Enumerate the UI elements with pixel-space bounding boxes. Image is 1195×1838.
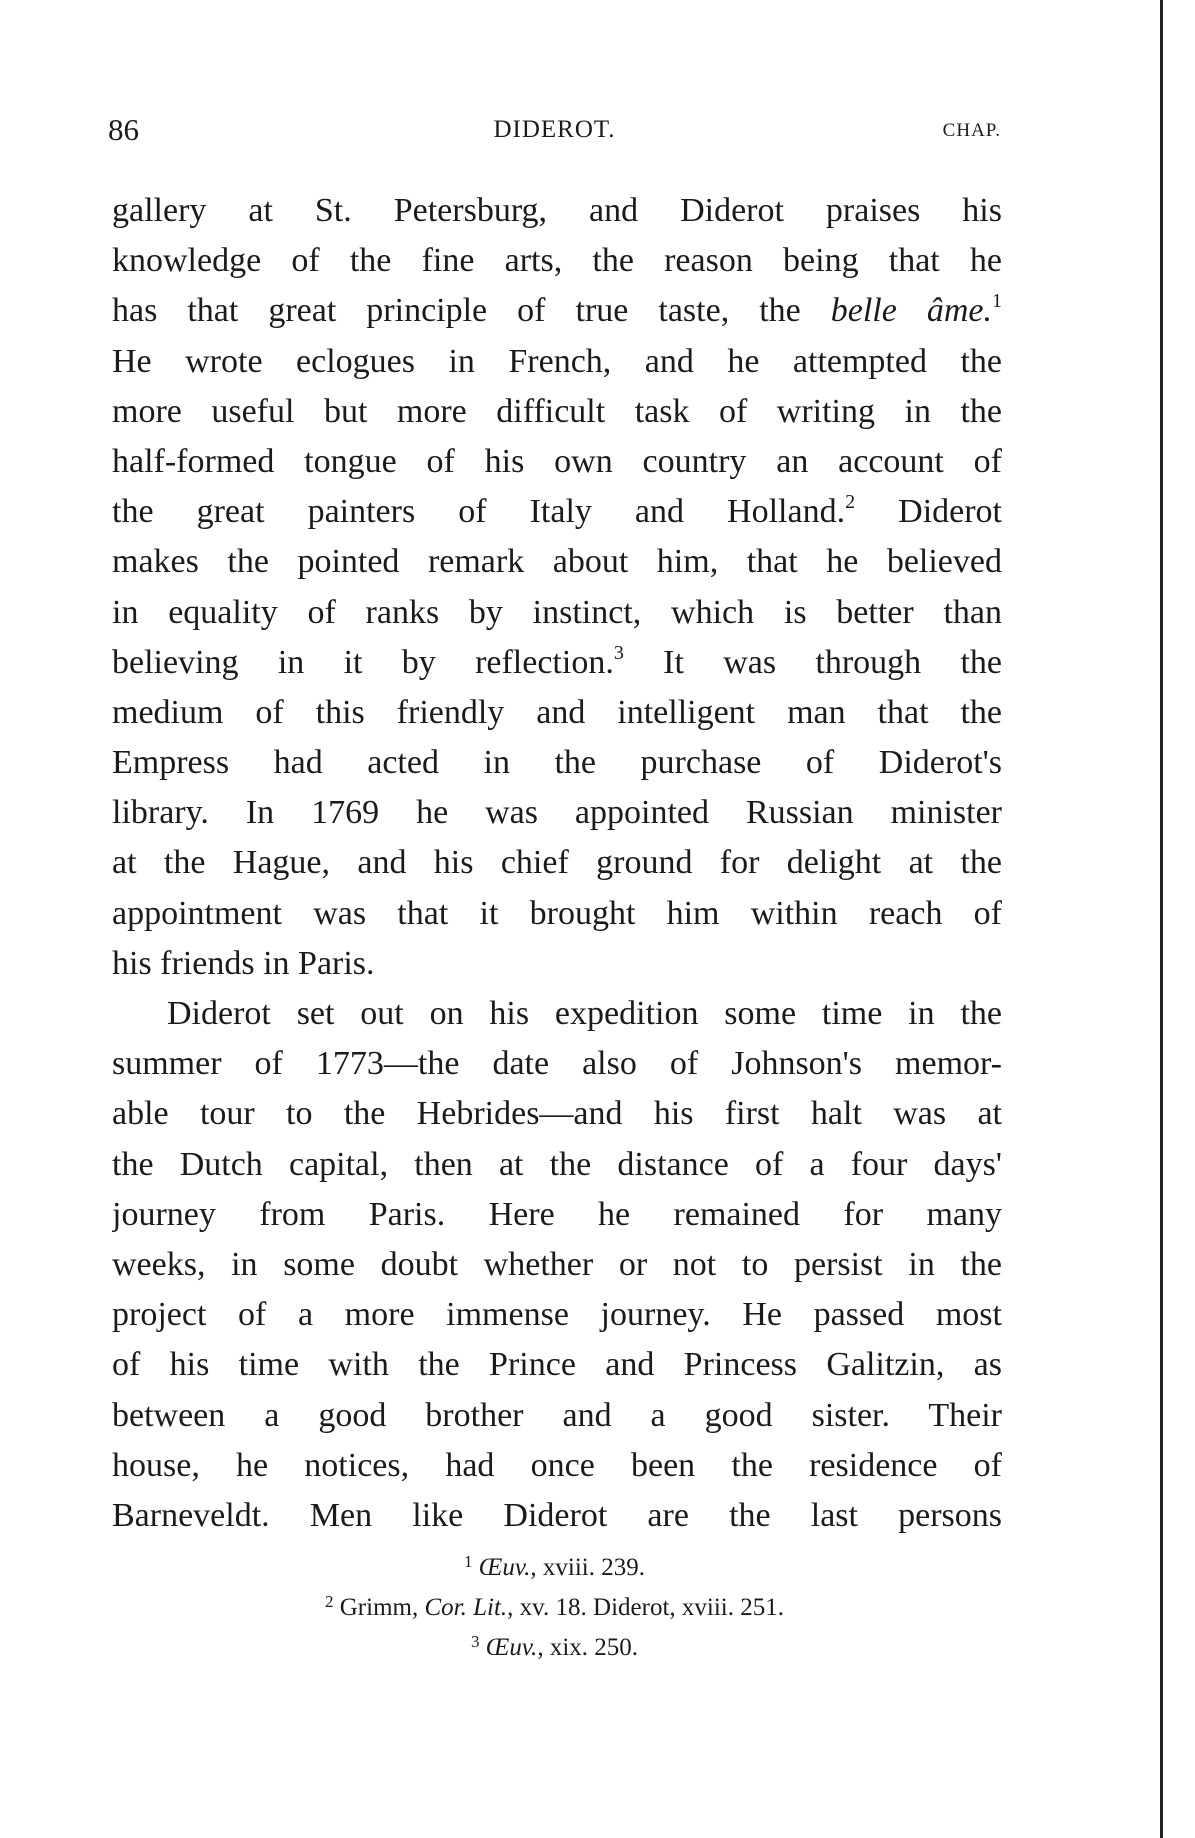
text-span: has that great principle of true taste, the (112, 292, 831, 330)
footnote-2 (108, 1588, 1001, 1628)
text-line: half-formed tongue of his own country an account of (112, 442, 1002, 480)
text-line: Empress had acted in the purchase of Diderot's (112, 744, 1002, 782)
text-span: the great painters of Italy and Holland. (112, 493, 846, 531)
footnote-ref: 1 (992, 290, 1002, 313)
footnote-text: , xix. 250. (537, 1634, 639, 1661)
running-header (108, 112, 1001, 152)
text-line: makes the pointed remark about him, that he believed (112, 543, 1002, 581)
chapter-label: CHAP. (942, 120, 1001, 141)
text-span: It was through the (623, 643, 1002, 681)
footnote-ref: 3 (613, 641, 624, 664)
italic-phrase: belle âme. (830, 292, 993, 330)
footnote-text: , xv. 18. Diderot, xviii. 251. (507, 1594, 784, 1621)
page-edge (1160, 0, 1163, 1838)
text-line: He wrote eclogues in French, and he attempted the (112, 342, 1002, 380)
footnote-mark: 1 (464, 1552, 473, 1571)
footnote-italic: Œuv. (478, 1554, 531, 1581)
footnote-text: Grimm, (339, 1594, 425, 1621)
text-line: summer of 1773—the date also of Johnson's memor- (112, 1045, 1002, 1083)
page-number: 86 (108, 112, 139, 147)
text-line: library. In 1769 he was appointed Russian minister (112, 794, 1002, 832)
footnote-mark: 3 (470, 1632, 480, 1651)
text-span: Diderot (855, 493, 1002, 531)
text-span: believing in it by reflection. (112, 643, 614, 681)
footnote-1 (108, 1548, 1001, 1588)
footnote-mark: 2 (325, 1592, 334, 1611)
text-line: knowledge of the fine arts, the reason being that he (112, 242, 1002, 280)
text-line: the Dutch capital, then at the distance of a four days' (112, 1145, 1002, 1183)
text-line: house, he notices, had once been the residence of (112, 1446, 1002, 1484)
body-text (112, 186, 1002, 1541)
text-line: weeks, in some doubt whether or not to persist in the (112, 1245, 1002, 1283)
footnote-ref: 2 (845, 491, 856, 514)
running-title: DIDEROT. (493, 116, 616, 143)
text-line: in equality of ranks by instinct, which is better than (112, 593, 1002, 631)
footnote-text: , xviii. 239. (530, 1554, 645, 1581)
footnote-italic: Cor. Lit. (424, 1594, 508, 1621)
text-line: medium of this friendly and intelligent man that the (112, 693, 1002, 731)
text-line: at the Hague, and his chief ground for delight at the (112, 844, 1002, 882)
footnote-italic: Œuv. (485, 1634, 538, 1661)
footnote-3 (108, 1628, 1001, 1668)
text-line: project of a more immense journey. He passed most (112, 1296, 1002, 1334)
text-line: able tour to the Hebrides—and his first halt was at (112, 1095, 1002, 1133)
text-line: journey from Paris. Here he remained for many (112, 1195, 1002, 1233)
text-line (112, 487, 1002, 537)
text-line (112, 638, 1002, 688)
text-line (112, 286, 1002, 336)
text-line: gallery at St. Petersburg, and Diderot praises his (112, 192, 1002, 229)
text-line: of his time with the Prince and Princess Galitzin, as (112, 1346, 1002, 1384)
text-line: more useful but more difficult task of writing in the (112, 392, 1002, 430)
text-line: between a good brother and a good sister. Their (112, 1396, 1002, 1434)
text-line: appointment was that it brought him within reach of (112, 894, 1002, 932)
text-line: Diderot set out on his expedition some time in the (167, 995, 1002, 1032)
footnotes (108, 1548, 1001, 1668)
text-line: Barneveldt. Men like Diderot are the last persons (112, 1496, 1002, 1534)
text-line: his friends in Paris. (112, 944, 375, 982)
